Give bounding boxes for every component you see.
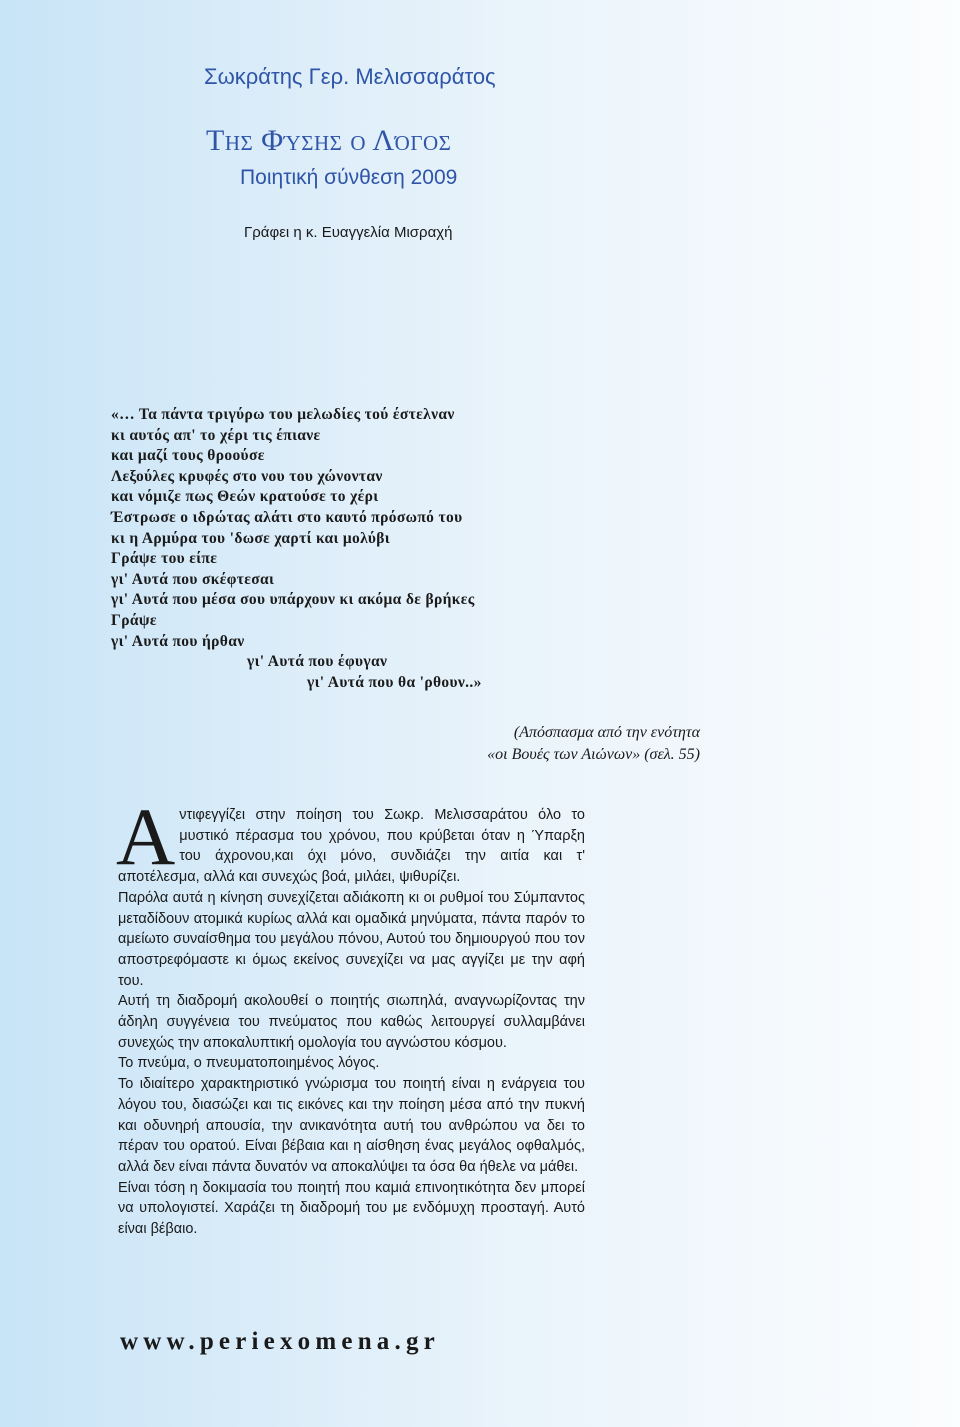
essay-paragraph: Το ιδιαίτερο χαρακτηριστικό γνώρισμα του ποιητή είναι η ενάργεια του λόγου του, διασώζει και τις εικόνες και την ποίηση μέσα από την πυκνή και οδυνηρή απουσία, την ανικανότητα αυτή του ανθρώπου να δει το πέραν του ορατού. Είναι βέβαια και η αίσθηση ένας μεγάλος οφθαλμός, αλλά δεν είναι πάντα δυνατόν να αποκαλύψει τα όσα θα ήθελε να μάθει. [118, 1076, 585, 1175]
drop-cap: Α [116, 791, 176, 882]
poem-line: γι' Αυτά που ήρθαν [111, 632, 245, 650]
poem-line: γι' Αυτά που μέσα σου υπάρχουν κι ακόμα δε βρήκες [111, 591, 475, 609]
poem-line: «… Τα πάντα τριγύρω του μελωδίες τού έστελναν [111, 406, 455, 423]
website-link[interactable]: www.periexomena.gr [120, 1328, 440, 1355]
poem-line: και μαζί τους θροούσε [111, 447, 265, 465]
poem-line: κι η Αρμύρα του 'δωσε χαρτί και μολύβι [111, 529, 390, 547]
author-name: Σωκράτης Γερ. Μελισσαράτος [204, 64, 496, 89]
byline: Γράφει η κ. Ευαγγελία Μισραχή [244, 224, 453, 241]
poem-line: Έστρωσε ο ιδρώτας αλάτι στο καυτό πρόσωπό του [111, 508, 463, 526]
poem-line: γι' Αυτά που έφυγαν [247, 653, 388, 671]
excerpt-source-line: (Απόσπασμα από την ενότητα [513, 724, 700, 741]
poem-line: γι' Αυτά που σκέφτεσαι [111, 570, 275, 588]
article-title: Της Φύσης ο Λόγος [206, 124, 452, 157]
essay-paragraph: Αυτή τη διαδρομή ακολουθεί ο ποιητής σιωπηλά, αναγνωρίζοντας την άδηλη συγγένεια του πνεύματος που καθώς λειτουργεί συλλαμβάνει συνεχώς την αποκαλυπτική ομολογία του αγνώστου κόσμου. [118, 993, 585, 1051]
essay-paragraph: Παρόλα αυτά η κίνηση συνεχίζεται αδιάκοπη κι οι ρυθμοί του Σύμπαντος μεταδίδουν ατομικά κυρίως αλλά και ομαδικά μηνύματα, πάντα παρόν το αμείωτο συναίσθημα του μεγάλου πόνου, Αυτού του δημιουργού που τον αποστρεφόμαστε κι όμως εκείνος συνεχίζει να μας αγγίζει με την αφή του. [118, 889, 585, 989]
poem-line: Γράψε του είπε [111, 550, 218, 568]
poem-line: κι αυτός απ' το χέρι τις έπιανε [111, 426, 321, 444]
essay-paragraph: Είναι τόση η δοκιμασία του ποιητή που καμιά επινοητικότητα δεν μπορεί να υπολογιστεί. Χαράζει τη διαδρομή του με ενδόμυχη προσταγή. Αυτό είναι βέβαιο. [118, 1179, 585, 1238]
essay-paragraph: Το πνεύμα, ο πνευματοποιημένος λόγος. [118, 1055, 380, 1072]
poem-line: Λεξούλες κρυφές στο νου του χώνονταν [111, 467, 383, 485]
excerpt-source-line: «οι Βουές των Αιώνων» (σελ. 55) [487, 746, 700, 763]
excerpt-source [430, 722, 700, 766]
essay-paragraph: ντιφεγγίζει στην ποίηση του Σωκρ. Μελισσαράτου όλο το μυστικό πέρασμα του χρόνου, που κρύβεται όταν η Ύπαρξη του άχρονου,και όχι μόνο, συνδιάζει την αιτία και τ' αποτέλεσμα, αλλά και συνεχώς βοά, μιλάει, ψιθυρίζει. [118, 807, 585, 886]
poem-line: και νόμιζε πως Θεών κρατούσε το χέρι [111, 488, 379, 506]
article-subtitle: Ποιητική σύνθεση 2009 [240, 166, 458, 189]
poem-excerpt [111, 405, 482, 693]
poem-line: γι' Αυτά που θα 'ρθουν..» [307, 673, 482, 691]
essay-body [116, 791, 585, 1240]
poem-line: Γράψε [111, 611, 157, 629]
